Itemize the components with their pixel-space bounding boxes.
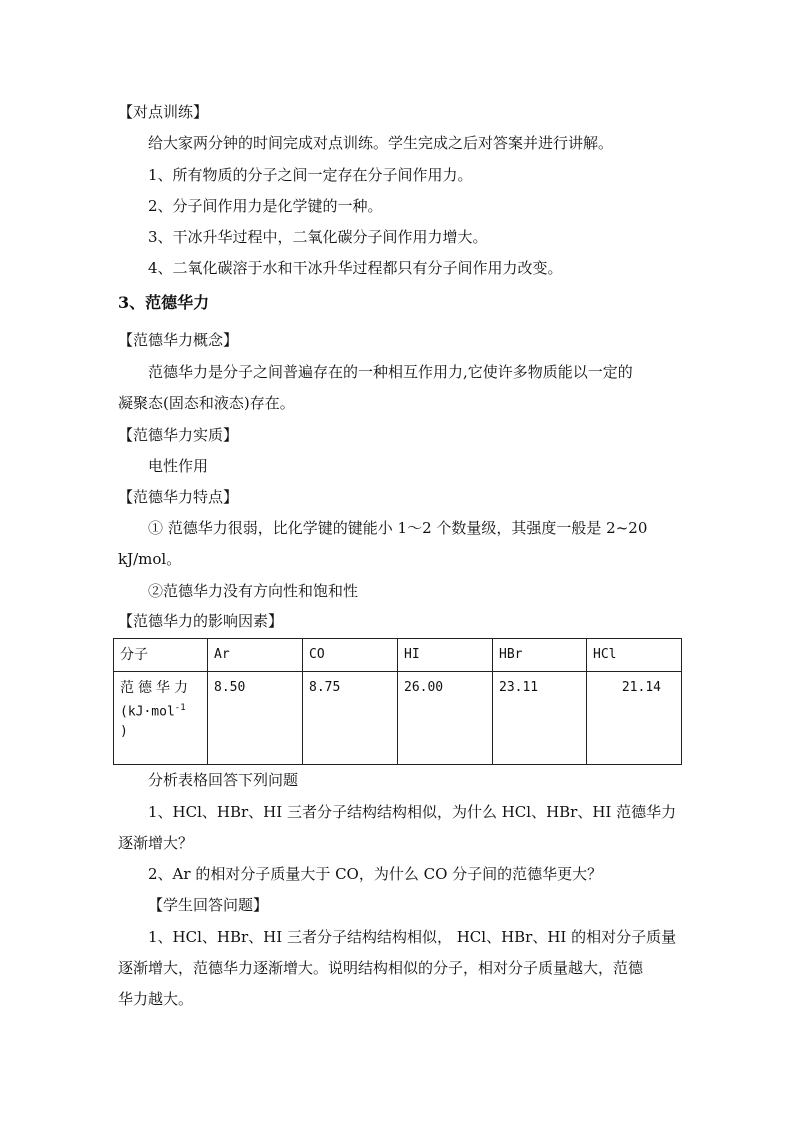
answers-a1-line-3: 华力越大。 xyxy=(118,990,194,1008)
practice-heading: 【对点训练】 xyxy=(118,103,209,121)
answers-heading: 【学生回答问题】 xyxy=(148,896,269,914)
analysis-q1-line-2: 逐渐增大？ xyxy=(118,834,194,852)
analysis-prompt: 分析表格回答下列问题 xyxy=(148,771,299,789)
features-item-1-line-2: kJ/mol。 xyxy=(118,550,182,568)
practice-item-2: 2、分子间作用力是化学键的一种。 xyxy=(148,197,383,215)
table-cell-row-label: 分子 xyxy=(114,639,208,672)
features-item-1-line-1: ① 范德华力很弱，比化学键的键能小 1～2 个数量级，其强度一般是 2~20 xyxy=(148,519,648,537)
table-cell-value-hcl: 21.14 xyxy=(587,672,682,765)
answers-a1-line-2: 逐渐增大，范德华力逐渐增大。说明结构相似的分子，相对分子质量越大，范德 xyxy=(118,959,644,977)
table-cell-molecule-hi: HI xyxy=(398,639,493,672)
concept-heading: 【范德华力概念】 xyxy=(118,331,239,349)
section-title: 3、范德华力 xyxy=(118,293,210,312)
table-cell-molecule-hbr: HBr xyxy=(493,639,587,672)
analysis-q1-line-1: 1、HCl、HBr、HI 三者分子结构结构相似，为什么 HCl、HBr、HI 范德华力 xyxy=(148,803,677,821)
value-label-sup: -1 xyxy=(174,703,186,713)
value-label-line-2 xyxy=(120,698,201,722)
practice-item-1: 1、所有物质的分子之间一定存在分子间作用力。 xyxy=(148,166,473,184)
answers-a1-line-1: 1、HCl、HBr、HI 三者分子结构结构相似， HCl、HBr、HI 的相对分子质量 xyxy=(148,928,677,946)
practice-item-3: 3、干冰升华过程中，二氧化碳分子间作用力增大。 xyxy=(148,228,488,246)
practice-intro: 给大家两分钟的时间完成对点训练。学生完成之后对答案并进行讲解。 xyxy=(148,134,614,152)
concept-line-1: 范德华力是分子之间普遍存在的一种相互作用力,它使许多物质能以一定的 xyxy=(148,363,633,381)
value-label-unit: (kJ·mol xyxy=(120,704,175,720)
table-cell-value-co: 8.75 xyxy=(303,672,398,765)
practice-item-4: 4、二氧化碳溶于水和干冰升华过程都只有分子间作用力改变。 xyxy=(148,259,563,277)
features-heading: 【范德华力特点】 xyxy=(118,488,239,506)
essence-heading: 【范德华力实质】 xyxy=(118,426,239,444)
table-cell-molecule-ar: Ar xyxy=(208,639,303,672)
essence-text: 电性作用 xyxy=(148,457,209,475)
table-cell-value-hbr: 23.11 xyxy=(493,672,587,765)
table-row-values xyxy=(114,672,682,765)
table-cell-molecule-co: CO xyxy=(303,639,398,672)
concept-line-2: 凝聚态(固态和液态)存在。 xyxy=(118,394,295,412)
table-cell-value-label xyxy=(114,672,208,765)
table-cell-molecule-hcl: HCl xyxy=(587,639,682,672)
vdw-table xyxy=(113,638,682,765)
analysis-q2: 2、Ar 的相对分子质量大于 CO，为什么 CO 分子间的范德华更大？ xyxy=(148,865,603,883)
features-item-2: ②范德华力没有方向性和饱和性 xyxy=(148,582,359,600)
table-cell-value-hi: 26.00 xyxy=(398,672,493,765)
table-row-header xyxy=(114,639,682,672)
factors-heading: 【范德华力的影响因素】 xyxy=(118,612,284,630)
value-label-line-1: 范德华力 xyxy=(120,680,192,696)
table-cell-value-ar: 8.50 xyxy=(208,672,303,765)
value-label-line-3: ) xyxy=(120,724,128,740)
